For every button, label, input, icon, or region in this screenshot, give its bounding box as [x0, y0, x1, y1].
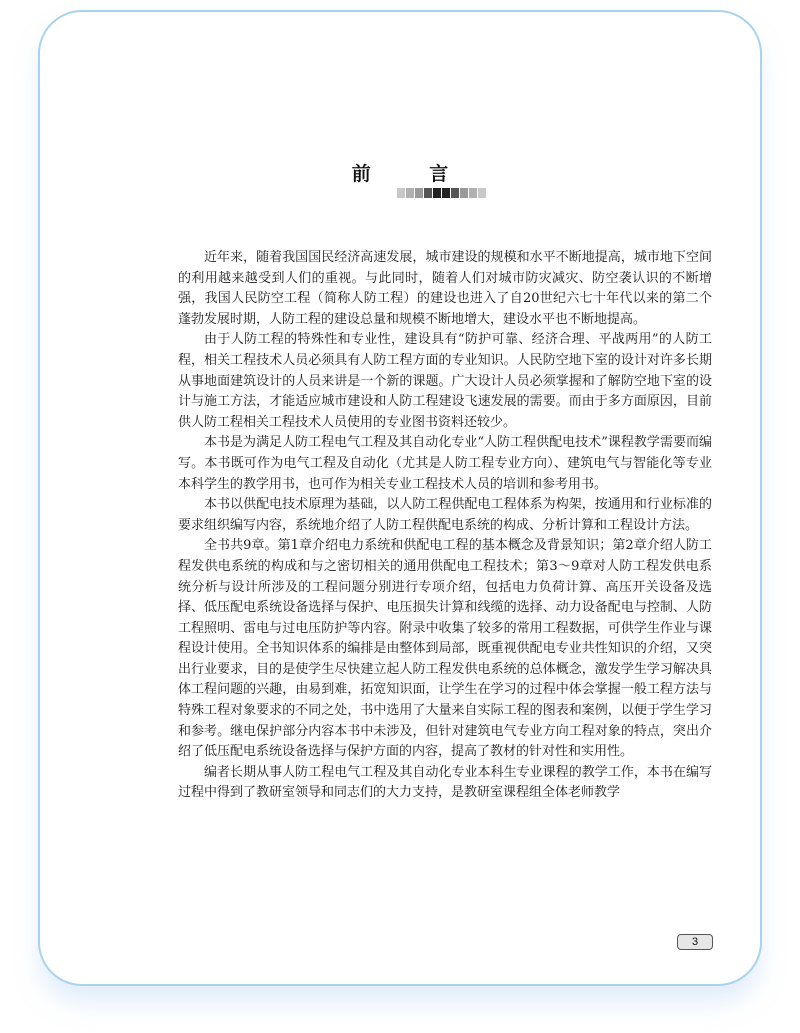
ornament-block	[442, 188, 450, 198]
paragraph-5: 全书共9章。第1章介绍电力系统和供配电工程的基本概念及背景知识；第2章介绍人防工程发供电系统的构成和与之密切相关的通用供配电工程技术；第3～9章对人防工程发供电系统分析与设计所涉及的工程问题分别进行专项介绍，包括电力负荷计算、高压开关设备及选择、低压配电系统设备选择与保护、电压损失计算和线缆的选择、动力设备配电与控制、人防工程照明、雷电与过电压防护等内容。附录中收集了较多的常用工程数据，可供学生作业与课程设计使用。全书知识体系的编排是由整体到局部，既重视供配电专业共性知识的介绍，又突出行业要求，目的是使学生尽快建立起人防工程发供电系统的总体概念，激发学生学习解决具体工程问题的兴趣，由易到难，拓宽知识面，让学生在学习的过程中体会掌握一般工程方法与特殊工程对象要求的不同之处，书中选用了大量来自实际工程的图表和案例，以便于学生学习和参考。继电保护部分内容本书中未涉及，但针对建筑电气专业方向工程对象的特点，突出介绍了低压配电系统设备选择与保护方面的内容，提高了教材的针对性和实用性。	[178, 538, 712, 760]
page-title: 前 言	[351, 163, 475, 185]
paragraph-6: 编者长期从事人防工程电气工程及其自动化专业本科生专业课程的教学工作，本书在编写过程中得到了教研室领导和同志们的大力支持，是教研室课程组全体老师教学	[178, 764, 712, 801]
paragraph-3: 本书是为满足人防工程电气工程及其自动化专业“人防工程供配电技术”课程教学需要而编写。本书既可作为电气工程及自动化（尤其是人防工程专业方向）、建筑电气与智能化等专业本科学生的教学用书，也可作为相关专业工程技术人员的培训和参考用书。	[178, 435, 712, 492]
page-card	[38, 10, 762, 986]
title-ornament	[397, 188, 486, 198]
ornament-block	[460, 188, 468, 198]
ornament-block	[433, 188, 441, 198]
paragraph-1: 近年来，随着我国国民经济高速发展，城市建设的规模和水平不断地提高，城市地下空间的利用越来越受到人们的重视。与此同时，随着人们对城市防灾减灾、防空袭认识的不断增强，我国人民防空工程（简称人防工程）的建设也进入了自20世纪六七十年代以来的第二个蓬勃发展时期，人防工程的建设总量和规模不断地增大，建设水平也不断地提高。	[178, 250, 712, 327]
ornament-block	[424, 188, 432, 198]
ornament-block	[469, 188, 477, 198]
ornament-block	[406, 188, 414, 198]
preface-body	[178, 248, 712, 804]
ornament-block	[478, 188, 486, 198]
paragraph-4: 本书以供配电技术原理为基础，以人防工程供配电工程体系为构架，按通用和行业标准的要求组织编写内容，系统地介绍了人防工程供配电系统的构成、分析计算和工程设计方法。	[178, 497, 712, 533]
page-number: 3	[677, 934, 713, 950]
paragraph-2: 由于人防工程的特殊性和专业性，建设具有“防护可靠、经济合理、平战两用”的人防工程，相关工程技术人员必须具有人防工程方面的专业知识。人民防空地下室的设计对许多长期从事地面建筑设计的人员来讲是一个新的课题。广大设计人员必须掌握和了解防空地下室的设计与施工方法，才能适应城市建设和人防工程建设飞速发展的需要。而由于多方面原因，目前供人防工程相关工程技术人员使用的专业图书资料还较少。	[178, 332, 712, 430]
ornament-block	[397, 188, 405, 198]
ornament-block	[415, 188, 423, 198]
ornament-block	[451, 188, 459, 198]
